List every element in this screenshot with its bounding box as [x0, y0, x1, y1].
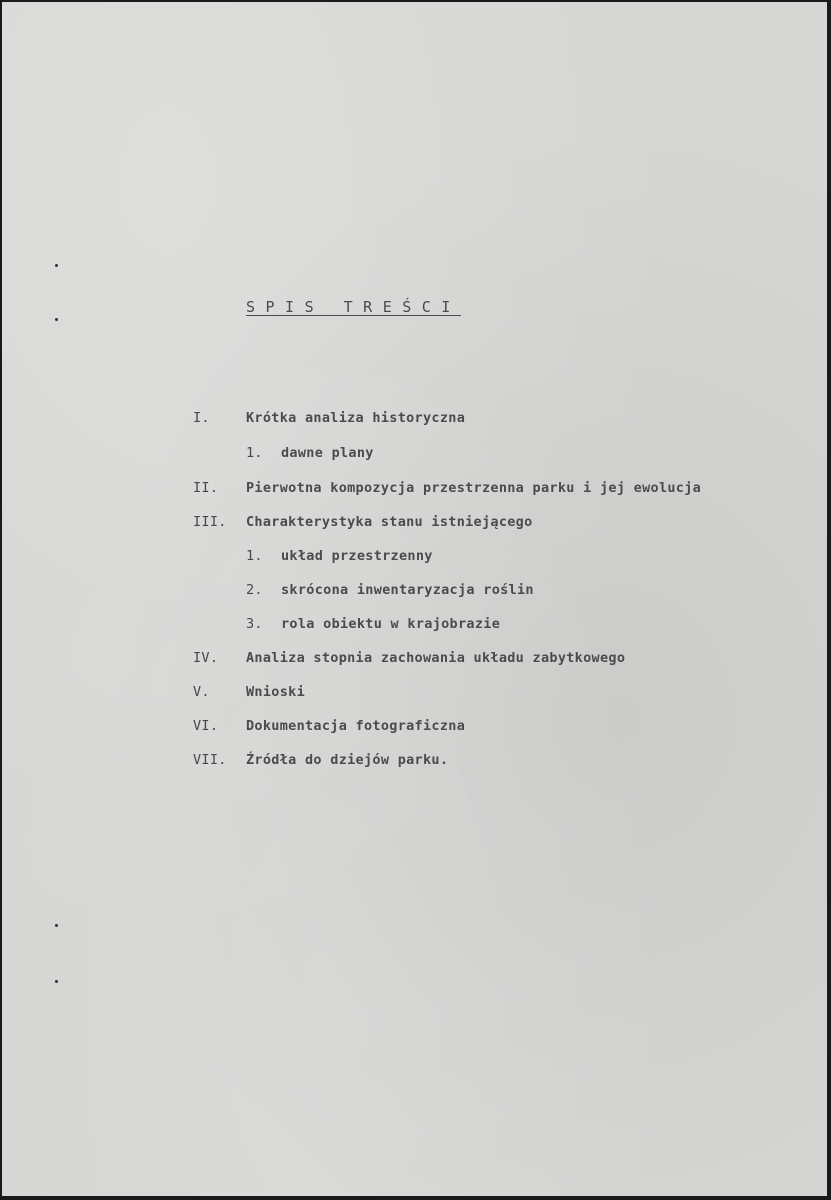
- toc-entry-text: Charakterystyka stanu istniejącego: [246, 514, 533, 530]
- toc-entry-number: 3.: [246, 616, 263, 632]
- toc-entry-text: dawne plany: [281, 445, 374, 461]
- toc-entry-number: 1.: [246, 445, 263, 461]
- toc-entry-text: skrócona inwentaryzacja roślin: [281, 582, 534, 598]
- punch-hole-mark: [55, 318, 58, 321]
- toc-entry-text: Pierwotna kompozycja przestrzenna parku i jej ewolucja: [246, 480, 702, 496]
- toc-entry-number: VII.: [193, 752, 227, 768]
- punch-hole-mark: [55, 980, 58, 983]
- toc-entry-text: układ przestrzenny: [281, 548, 433, 564]
- punch-hole-mark: [55, 924, 58, 927]
- toc-entry-number: 1.: [246, 548, 263, 564]
- toc-entry-text: Wnioski: [246, 684, 305, 700]
- toc-entry-number: 2.: [246, 582, 263, 598]
- toc-entry-number: IV.: [193, 650, 219, 666]
- toc-entry-number: III.: [193, 514, 227, 530]
- punch-hole-mark: [55, 264, 58, 267]
- toc-entry-text: Dokumentacja fotograficzna: [246, 718, 466, 734]
- toc-entry-number: I.: [193, 410, 210, 426]
- toc-entry-text: Źródła do dziejów parku.: [246, 752, 449, 768]
- toc-entry-text: Analiza stopnia zachowania układu zabytkowego: [246, 650, 626, 666]
- document-page: [2, 2, 827, 1196]
- toc-entry-text: rola obiektu w krajobrazie: [281, 616, 501, 632]
- page-title: SPIS TREŚCI: [246, 298, 461, 316]
- toc-entry-number: V.: [193, 684, 210, 700]
- toc-entry-number: VI.: [193, 718, 219, 734]
- toc-entry-text: Krótka analiza historyczna: [246, 410, 466, 426]
- toc-entry-number: II.: [193, 480, 219, 496]
